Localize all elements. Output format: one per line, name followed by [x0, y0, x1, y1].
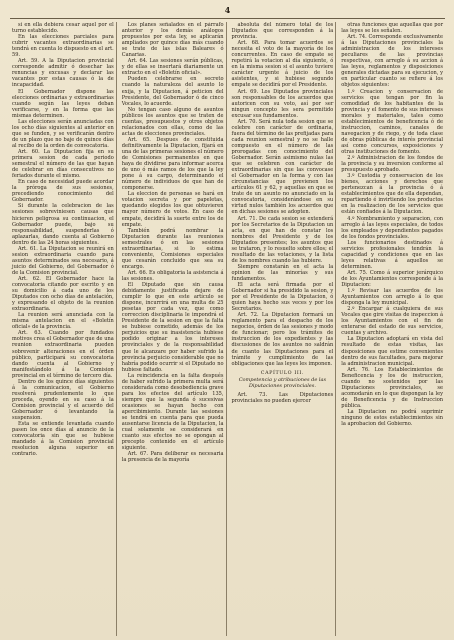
paragraph: La Diputacion adoptará en vista del resultado de estas visitas, las disposiciones que estime convenientes dentro de sus facultades, para mejorar la administracion municipal.	[341, 336, 443, 367]
paragraph: La reunion será anunciada con la misma antelacion en el «Boletín oficial» de la provincia.	[12, 312, 114, 331]
paragraph: El acta será firmada por el Gobernador si ha presidido la sesion, y por el Presidente de la Diputacion, ó quien haya hecho sus veces y por los Secretarios.	[231, 282, 334, 313]
chapter-subtitle: Competencia y atribuciones de las Diputaciones provinciales.	[238, 376, 327, 389]
paragraph: absoluta del número total de los Diputados que corresponden á la provincia.	[231, 22, 334, 41]
paragraph: Art. 61. La Diputacion se reunirá en sesion extraordinaria cuando para asuntos determinados sea necesario, á juicio del Gobierno, del Gobernador ó de la Comision provincial.	[12, 245, 114, 276]
paragraph: El Diputado que sin causa debidamente justificada dejare de cumplir lo que en este artículo se dispone, incurrirá en una multa de 25 pesetas por cada vez, que como correccion disciplinaria le impondrá el Presidente de la sesion en que la falta se hubiese cometido, además de los perjuicios que su inasistencia hubiese podido originar a los intereses provinciales y de la responsabilidad que le alcanzare por haber sufrido la provincia perjuicio considerable que no habría podido ocurrir si el Diputado no hubiese faltado.	[121, 282, 224, 373]
paragraph: Art. 72. La Diputacion formará un reglamento para el despacho de los negocios, órden de las sesiones y modo de funcionar; pero los trámites de instruccion de los expedientes y las discusiones de los asuntos no saldrán de cuanto las Diputaciones para el trámite y cumplimiento de las obligaciones que las leyes les imponen.	[231, 312, 334, 367]
paragraph: No tengan caso alguno de asuntos públicos los asuntos que se traten de cuentas, presupuestos y otros objetos relacionados con ellas, como de las actas de elecciones provinciales.	[121, 106, 224, 137]
paragraph: Dentro de los quince días siguientes á la comunicacion, el Gobierno resolverá prudentemente lo que proceda, oyendo en su caso á la Comision provincial y el acuerdo del Gobernador ó levantando la suspension.	[12, 378, 114, 422]
page-number: 4	[224, 5, 231, 15]
text-columns	[10, 22, 445, 636]
paragraph: Art. 70. Será nula toda sesion que se celebre con carácter de ordinaria, fuera del término de las prefijadas para cada reunion semestral y no se halle compuesto en el número de las prorogadas con conocimiento del Gobernador. Serán asimismo nulas las que se celebren con carácter de extraordinarias sin que las convocase el Gobernador en la forma y con las circunstancias que previenen los artículos 61 y 62, y aquellas en que se trate de un asunto no anunciado en la convocatoria, considerándose en su virtud nulos también los acuerdos que en dichas sesiones se adopten.	[231, 118, 334, 216]
paragraph: Art. 68. Para tomar acuerdos se necesita el voto de la mayoría de los concurrentes. En caso de empate se repetirá la votacion al día siguiente, ó en la misma sesion si el asunto tuviere carácter urgente á juicio de los asistentes, y si hubiese segundo empate se decidirá por el Presidente.	[231, 40, 334, 89]
text-column-3	[230, 22, 337, 636]
paragraph: Art. 69. Los Diputados provinciales son responsables de los acuerdos que autoricen con su voto, así por ser ningun concepto les sera permitido excusar sus fundamentos.	[231, 88, 334, 119]
paragraph: 1.º Creacion y conservacion de servicios que tengan por fin la comodidad de los habitantes de la provincia y el fomento de sus intereses morales y materiales, tales como establecimientos de beneficencia ó de instruccion, caminos, canales de navegacion y de riego, y de toda clase de obras públicas de interés provincial así como concursos, exposiciones y otras instituciones de fomento.	[341, 88, 443, 155]
paragraph: Art. 65. Despues de constituida definitivamente la Diputacion, fijará en una de las primeras sesiones el número de Comisiones permanentes en que haya de dividirse para informar acerca de uno ó más ramos de los que la ley pone á su cargo, determinando el número de individuos de que han de componerse.	[121, 136, 224, 192]
text-column-2	[120, 22, 227, 636]
paragraph: Art. 60. La Diputacion fija en su primera sesion de cada periodo semestral el número de las que hayan de celebrar en días consecutivos no feriados durante el mismo.	[12, 148, 114, 180]
paragraph: Art. 75. Como á superior jerárquico de los Ayuntamientos corresponde á la Diputacion:	[341, 269, 443, 289]
chapter-first-paragraph: Art. 73. Las Diputaciones provinciales no pueden ejercer	[231, 391, 334, 404]
column-3-paragraphs	[232, 22, 334, 367]
paragraph: 2.º Administracion de los fondos de la provincia y su inversion conforme al presupuesto aprobado.	[341, 155, 443, 174]
paragraph: Los funcionarios destinados á servicios profesionales tendrán la capacidad y condiciones que en las leyes relativas á aquellos se determinen.	[341, 239, 443, 270]
paragraph: otras funciones que aquellas que por las leyes se les señalen.	[341, 22, 443, 35]
paragraph: Pueden celebrarse en secreto cuando la naturaleza del asunto lo exija, y la Diputacion, á peticion del Presidente, del Gobernador ó de cinco Vocales, lo acuerde.	[121, 76, 224, 107]
page-header	[10, 6, 445, 19]
paragraph: En caso de necesidad puede acordar la próroga de sus sesiones, precediendo conocimiento del Gobernador.	[12, 179, 114, 204]
paragraph: Art. 76. Los Establecimientos de Beneficencia y los de instruccion, cuando no sostenidos por las Diputaciones provinciales, se acomodarán en lo que dispongan la ley de Beneficencia y de Instruccion pública.	[341, 366, 443, 409]
text-column-4	[339, 22, 445, 636]
paragraph: Si durante la celebracion de las sesiones sobreviniesen causas que hicieren peligrosa su continuacion, el Gobernador puede, bajo su responsabilidad, suspenderlas ó aplazarlas, dando cuenta al Gobierno dentro de las 24 horas siguientes.	[12, 203, 114, 246]
paragraph: Art. 74. Corresponde exclusivamente á las Diputaciones provinciales la administracion de los intereses peculiares de las provincias respectivas, con arreglo á su accion á las leyes, reglamentos y disposiciones generales dictadas para su ejecucion, y en particular cuanto se refiere á los objetos siguientes:	[341, 34, 443, 89]
paragraph: También podrá nombrar la Diputacion durante las reuniones semestrales ó en las sesiones extraordinarias, si lo estima conveniente, Comisiones especiales que cesarán concluido que sea su encargo.	[121, 227, 224, 270]
paragraph: 1.º Revisar las acuerdos de los Ayuntamientos con arreglo á lo que disponga la ley municipal.	[341, 288, 443, 307]
paragraph: Art. 63. Cuando por fundados motivos crea el Gobernador que de una reunion extraordinaria pueden sobrevenir alteraciones en el órden público, participará su convocatoria dando cuenta al Gobierno y manifestándolo á la Comision provincial en el término de tercero día.	[12, 330, 114, 379]
paragraph: Art. 59. A la Diputacion provincial corresponde admitir ó desechar las renuncias y excusas y declarar las vacantes por estas causas ó la de incapacidad.	[12, 58, 114, 89]
paragraph: La reincidencia en la falta después de haber sufrido la primera multa será considerada como desobediencia grave para los efectos del artículo 135, siempre que la segunda ó sucesivas ocasiones se hayan hecho con apercibimiento. Durante las sesiones se tendrá en cuenta para que pueda ausentarse licencia de la Diputacion, la cual solamente se considerará en cuanto sus efectos no se opongan al precepto contenido en el artículo siguiente.	[121, 372, 224, 452]
paragraph: La eleccion de personas se hará en votacion secreta y por papeletas, quedando elegidos los que obtuvieren mayor número de votos. En caso de empate, decidirá la suerte entre los de empate.	[121, 191, 224, 228]
paragraph: 3.º Custodia y conservacion de los bienes, acciones y derechos que pertenezcan á la provincia ó á establecimientos que de ella dependan, repartiendo é invirtiendo los productos en la realizacion de los servicios que están confiados á la Diputacion.	[341, 173, 443, 216]
paragraph: 4.º Nombramiento y separacion, con arreglo á las leyes especiales, de todos los empleados y dependientes pagados de los fondos provinciales.	[341, 215, 443, 240]
paragraph: 2.º Encargar á cualquiera de sus Vocales que gire visitas de inspeccion á los Ayuntamientos con el fin de enterarse del estado de sus servicios, cuentas y archivo.	[341, 306, 443, 337]
paragraph: En las elecciones parciales para cubrir vacantes extraordinarias se tendrá en cuenta lo dispuesto en el art. 59.	[12, 34, 114, 59]
paragraph: si en ella debiera cesar aquel por el turno establecido.	[12, 22, 114, 35]
paragraph: Siempre constarán en el acta la opinion de las minorías y sus fundamentos.	[231, 263, 334, 282]
paragraph: La Diputacion no podrá suprimir ninguno de estos establecimientos sin la aprobacion del Gobierno.	[341, 409, 443, 428]
paragraph: Esta se entiende levantada cuando pasen los once días al anuncio de la convocatoria sin que se hubiese mandado á la Comision provincial resolucion alguna superior en contrario.	[12, 421, 114, 458]
paragraph: Art. 62. El Gobernador hace la convocatoria citando por escrito y en su domicilio á cada uno de los Diputados con ocho días de antelación, y expresando el objeto de la reunion extraordinaria.	[12, 275, 114, 313]
paragraph: El Gobernador dispone las elecciones ordinarias y extraordinarias cuando según las leyes deban verificarse, y en la forma que las mismas determinen.	[12, 88, 114, 119]
chapter-heading: CAPÍTULO III.	[260, 370, 304, 376]
paragraph: Art. 64. Las sesiones serán públicas, y de ellas se insertará diariamente un extracto en el «Boletín oficial».	[121, 58, 224, 77]
paragraph: Las elecciones serán anunciadas con los ocho días siguientes al anterior en que se funden, y se verificarán dentro de un plazo que no baje de quince días al recibo de la orden de convocatoria.	[12, 118, 114, 149]
paragraph: Art. 66. Es obligatoria la asistencia á las sesiones.	[121, 269, 224, 282]
paragraph: Los planes señalados en el párrafo anterior y los demás análogos propuestos por esta ley, se aplicarán ampliados por quince días más cuando se trate de las islas Baleares ó Canarias.	[121, 22, 224, 59]
paragraph: Art. 67. Para deliberar es necesaria la presencia de la mayoría	[121, 451, 224, 464]
paragraph: Art. 71. De cada sesion se extenderá por los Secretarios de la Diputacion un acta, en que han de constar los nombres del Presidente y de los Diputados presentes; los asuntos que se trataron, y lo resuelto sobre ellos; el resultado de las votaciones, y la lista de los nombres cuando las hubiere.	[231, 215, 334, 264]
text-column-1	[10, 22, 117, 636]
